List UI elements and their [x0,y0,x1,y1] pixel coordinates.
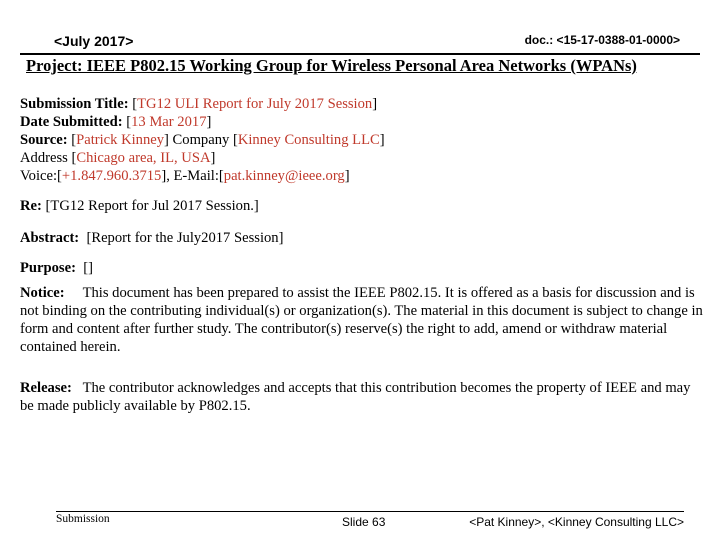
address-line [20,149,704,167]
notice-text: This document has been prepared to assist the IEEE P802.15. It is offered as a basis for discussion and is not binding on the contributing individual(s) or organization(s). The material in this document is subject to change in form and content after further study. The contributor(s) reserve(s) the right to add, amend or withdraw material contained herein. [20,285,703,355]
email-label: ], E-Mail:[ [161,168,224,184]
date-submitted-value: 13 Mar 2017 [131,114,207,130]
header-date: <July 2017> [54,33,134,49]
bracket: [ [132,96,138,112]
project-title: Project: IEEE P802.15 Working Group for Wireless Personal Area Networks (WPANs) [26,56,637,75]
footer-divider [56,511,684,512]
date-submitted-line [20,113,704,131]
date-submitted-label: Date Submitted: [20,114,123,130]
source-label: Source: [20,132,68,148]
abstract-line [20,229,704,247]
source-line [20,131,704,149]
submission-title-line [20,95,704,113]
header-doc-number: doc.: <15-17-0388-01-0000> [524,33,680,47]
release-label: Release: [20,380,72,396]
purpose-value: [] [83,260,93,276]
bracket: [ [71,132,77,148]
submission-info [20,95,704,185]
header-divider [20,53,700,55]
release-text: The contributor acknowledges and accepts that this contribution becomes the property of IEEE and may be made publicly available by P802.15. [20,380,691,414]
notice-label: Notice: [20,285,65,301]
bracket: ] [372,96,378,112]
email-value: pat.kinney@ieee.org [223,168,345,184]
bracket: ] [344,168,350,184]
source-value: Patrick Kinney [76,132,165,148]
footer-submission: Submission [56,513,110,525]
footer-slide-number: Slide 63 [342,515,386,529]
bracket: ] [379,132,385,148]
notice-paragraph [20,284,704,356]
address-label: Address [ [20,150,77,166]
bracket: ] [206,114,212,130]
bracket: [ [126,114,132,130]
voice-label: Voice:[ [20,168,62,184]
purpose-line [20,259,704,277]
release-paragraph [20,379,704,415]
submission-title-label: Submission Title: [20,96,129,112]
company-label: ] Company [ [164,132,238,148]
re-value: [TG12 Report for Jul 2017 Session.] [45,198,259,214]
address-value: Chicago area, IL, USA [76,150,211,166]
submission-title-value: TG12 ULI Report for July 2017 Session [137,96,373,112]
company-value: Kinney Consulting LLC [237,132,380,148]
purpose-label: Purpose: [20,260,76,276]
voice-value: +1.847.960.3715 [61,168,162,184]
footer-author: <Pat Kinney>, <Kinney Consulting LLC> [469,515,684,529]
re-label: Re: [20,198,42,214]
abstract-label: Abstract: [20,230,80,246]
bracket: ] [210,150,216,166]
voice-email-line [20,167,704,185]
re-line [20,197,704,215]
abstract-value: [Report for the July2017 Session] [86,230,284,246]
